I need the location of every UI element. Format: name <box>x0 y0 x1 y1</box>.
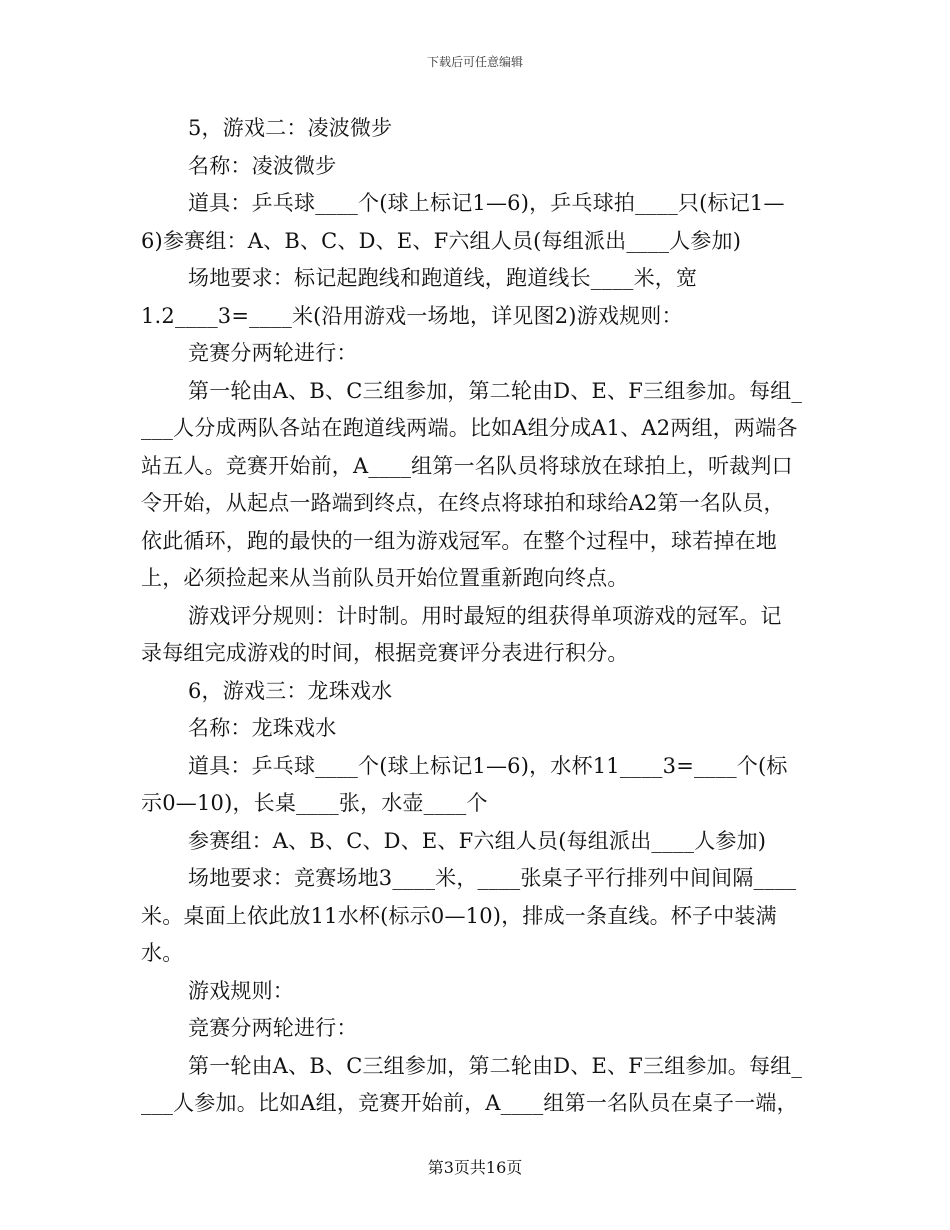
paragraph-line: 竞赛分两轮进行： <box>188 341 358 365</box>
paragraph-line: 米。桌面上依此放11水杯(标示0—10)，排成一条直线。杯子中装满 <box>141 903 777 928</box>
paragraph-line: 1.2____3=____米(沿用游戏一场地，详见图2)游戏规则： <box>141 303 683 328</box>
paragraph-line: 示0—10)，长桌____张，水壶____个 <box>141 791 488 815</box>
paragraph-line: 依此循环，跑的最快的一组为游戏冠军。在整个过程中，球若掉在地 <box>141 528 777 553</box>
document-body <box>141 110 813 1123</box>
paragraph-line: 竞赛分两轮进行： <box>188 1016 358 1040</box>
paragraph-line: 第一轮由A、B、C三组参加，第二轮由D、E、F三组参加。每组_ <box>188 378 803 403</box>
page-header: 下载后可任意编辑 <box>426 55 523 69</box>
section-heading-game-2: 5，游戏二：凌波微步 <box>188 116 393 140</box>
paragraph-line: 道具：乒乓球____个(球上标记1—6)，水杯11____3=____个(标 <box>188 753 788 778</box>
paragraph-line: 第一轮由A、B、C三组参加，第二轮由D、E、F三组参加。每组_ <box>188 1053 803 1078</box>
paragraph-line: 场地要求：竞赛场地3____米，____张桌子平行排列中间间隔____ <box>188 866 797 890</box>
paragraph-line: 名称：凌波微步 <box>188 153 337 178</box>
paragraph-line: 游戏评分规则：计时制。用时最短的组获得单项游戏的冠军。记 <box>188 603 782 628</box>
paragraph-line: ___人分成两队各站在跑道线两端。比如A组分成A1、A2两组，两端各 <box>141 416 798 440</box>
paragraph-line: 名称：龙珠戏水 <box>188 716 337 740</box>
paragraph-line: ___人参加。比如A组，竞赛开始前，A____组第一名队员在桌子一端， <box>141 1091 798 1115</box>
paragraph-line: 道具：乒乓球____个(球上标记1—6)，乒乓球拍____只(标记1— <box>188 191 785 215</box>
paragraph-line: 场地要求：标记起跑线和跑道线，跑道线长____米，宽 <box>188 266 698 290</box>
paragraph-line: 6)参赛组：A、B、C、D、E、F六组人员(每组派出____人参加) <box>141 228 742 253</box>
paragraph-line: 录每组完成游戏的时间，根据竞赛评分表进行积分。 <box>141 641 629 665</box>
paragraph-line: 上，必须捡起来从当前队员开始位置重新跑向终点。 <box>141 566 629 590</box>
paragraph-line: 游戏规则： <box>188 978 294 1003</box>
page-footer: 第3页共16页 <box>427 1158 523 1177</box>
section-heading-game-3: 6，游戏三：龙珠戏水 <box>188 678 393 703</box>
paragraph-line: 站五人。竞赛开始前，A____组第一名队员将球放在球拍上，听裁判口 <box>141 453 793 478</box>
paragraph-line: 水。 <box>141 941 184 965</box>
paragraph-line: 参赛组：A、B、C、D、E、F六组人员(每组派出____人参加) <box>188 828 767 853</box>
paragraph-line: 令开始，从起点一路端到终点，在终点将球拍和球给A2第一名队员， <box>141 491 785 515</box>
